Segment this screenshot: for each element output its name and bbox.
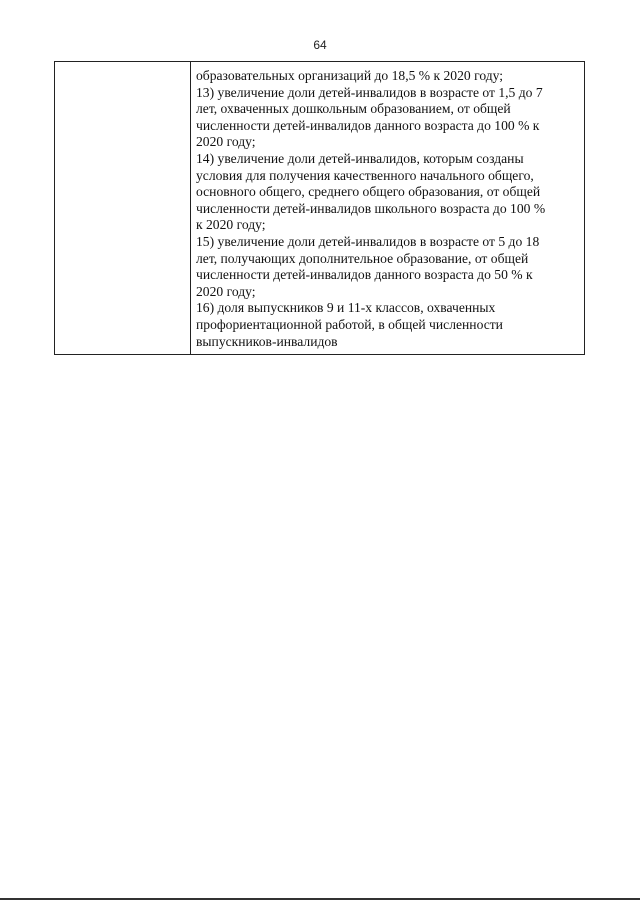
text-line: условия для получения качественного начального общего,	[196, 167, 534, 183]
text-line: лет, получающих дополнительное образование, от общей	[196, 250, 529, 266]
text-line: к 2020 году;	[196, 217, 266, 233]
table-cell-right	[191, 62, 585, 355]
text-line: образовательных организаций до 18,5 % к 2020 году;	[196, 68, 504, 83]
text-line: выпускников-инвалидов	[196, 333, 338, 349]
page-number: 64	[313, 38, 327, 52]
table-row	[55, 62, 585, 355]
text-line: лет, охваченных дошкольным образованием, от общей	[196, 101, 511, 117]
text-line: 2020 году;	[196, 283, 256, 299]
text-line: 16) доля выпускников 9 и 11-х классов, охваченных	[196, 300, 496, 316]
text-line: 13) увеличение доли детей-инвалидов в возрасте от 1,5 до 7	[196, 84, 543, 100]
indicators-table	[54, 61, 585, 355]
text-line: 14) увеличение доли детей-инвалидов, которым созданы	[196, 150, 524, 166]
text-line: численности детей-инвалидов школьного возраста до 100 %	[196, 200, 546, 216]
text-line: 15) увеличение доли детей-инвалидов в возрасте от 5 до 18	[196, 233, 540, 249]
bottom-scan-edge	[0, 898, 640, 900]
table-cell-left	[55, 62, 191, 355]
text-line: профориентационной работой, в общей численности	[196, 316, 503, 332]
text-line: основного общего, среднего общего образования, от общей	[196, 184, 541, 200]
text-line: численности детей-инвалидов данного возраста до 100 % к	[196, 117, 540, 133]
text-line: численности детей-инвалидов данного возраста до 50 % к	[196, 267, 533, 283]
text-line: 2020 году;	[196, 134, 256, 150]
